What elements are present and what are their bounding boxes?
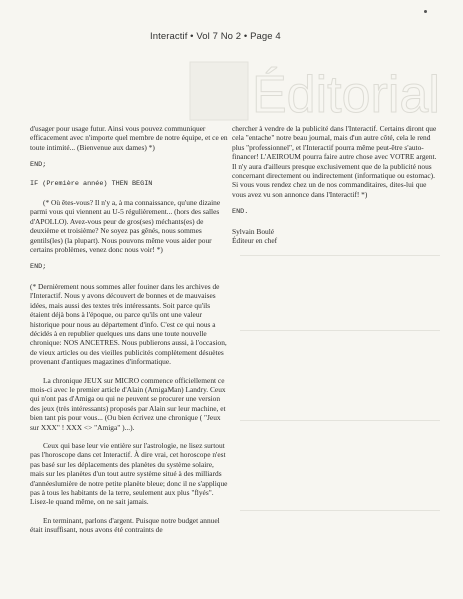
paragraph: Ceux qui base leur vie entière sur l'astrologie, ne lisez surtout pas l'horoscope dans cet Interactif. À dire vrai, cet horoscope n'est pas basé sur les déplacements des planètes du système solaire, mais sur les planètes d'un tout autre système situé à des milliards d'annéeslumière de notre petite planète bleue; donc il ne s'applique pas à tous les habitants de la terre, seulement aux plus "flyés". Lisez-le quand même, on ne sait jamais. — [30, 440, 228, 507]
page-header: Interactif • Vol 7 No 2 • Page 4 — [150, 31, 281, 42]
paragraph: (* Où êtes-vous? Il n'y a, à ma connaissance, qu'une dizaine parmi vous qui viennent au U-5 régulièrement... (hors des salles d'APOLLO). Avez-vous peur de gros(ses) méchants(es) de deuxième et troisième? Ne soyez pas gênés, nous sommes gentils(les) (la plupart). Nous pouvons même vous aider pour certains problèmes, venez donc nous voir! *) — [30, 198, 221, 255]
paragraph: En terminant, parlons d'argent. Puisque notre budget annuel était insuffisant, nous avons été contraints de — [30, 515, 220, 535]
code-line: END. — [232, 208, 249, 217]
paragraph: (* Dernièrement nous sommes aller fouiner dans les archives de l'Interactif. Nous y avons découvert de bonnes et de mauvaises idées, mais aussi des textes très intéressants. Soit parce qu'ils étaient déjà bons à l'époque, ou parce qu'ils ont une valeur historique pour nous au département d'info. C'est ce qui nous a décidés à en republier quelques uns dans une toute nouvelle chronique: NOS ANCETRES. Nous publierons aussi, à l'occasion, de vieux articles ou des vieilles publicités complètement désuètes provenant d'antiques magazines d'informatique. — [30, 281, 227, 367]
paragraph-spacer — [30, 254, 229, 263]
paragraph-spacer — [30, 152, 229, 161]
editorial-watermark — [170, 52, 450, 122]
paragraph-spacer — [30, 432, 229, 441]
paragraph-spacer — [30, 171, 229, 180]
faint-rule — [240, 255, 440, 256]
faint-rule — [240, 420, 440, 421]
code-line: END; — [30, 161, 47, 170]
paragraph-spacer — [232, 218, 442, 227]
paragraph: chercher à vendre de la publicité dans l'Interactif. Certains diront que cela "entache" notre beau journal, mais d'un autre côté, cela le rend plus "professionnel", et l'Interactif pourra même peut-être s'auto-financer! L'AEIROUM pourra faire autre chose avec VOTRE argent. Il n'y aura d'ailleurs presque exclusivement que de la publicité nous concernant directement ou indirectement (informatique ou estomac). Si vous vous rendez chez un de nos commanditaires, dites-lui que vous avez vu son annonce dans l'Interactif! *) — [232, 124, 437, 199]
paragraph: Sylvain Boulé — [232, 226, 275, 236]
page-mark — [424, 10, 427, 13]
paragraph: d'usager pour usage futur. Ainsi vous pouvez communiquer efficacement avec n'importe quel membre de notre équipe, et ce en toute intimité... (Bienvenue aux dames) *) — [30, 124, 228, 152]
paragraph-spacer — [30, 189, 229, 198]
paragraph-spacer — [30, 367, 229, 376]
left-column — [30, 124, 229, 535]
paragraph: La chronique JEUX sur MICRO commence officiellement ce mois-ci avec le premier article d'Alain (AmigaMan) Landry. Ceux qui n'ont pas d'Amiga ou qui ne peuvent se procurer une version des jeux (très intéressants) proposés par Alain sur leur machine, et bien tant pis pour vous... (Ou bien écrivez une chronique ( "Jeux sur XXX" ! XXX <> "Amiga" )...). — [30, 375, 226, 432]
right-column — [232, 124, 442, 245]
faint-rule — [240, 510, 440, 511]
watermark-text: Éditorial — [252, 66, 440, 122]
code-line: END; — [30, 263, 47, 272]
paragraph-spacer — [232, 199, 442, 208]
faint-rule — [240, 330, 440, 331]
paragraph-spacer — [30, 507, 229, 516]
code-line: IF (Première année) THEN BEGIN — [30, 179, 153, 188]
paragraph-spacer — [30, 273, 229, 282]
paragraph: Éditeur en chef — [232, 236, 278, 246]
